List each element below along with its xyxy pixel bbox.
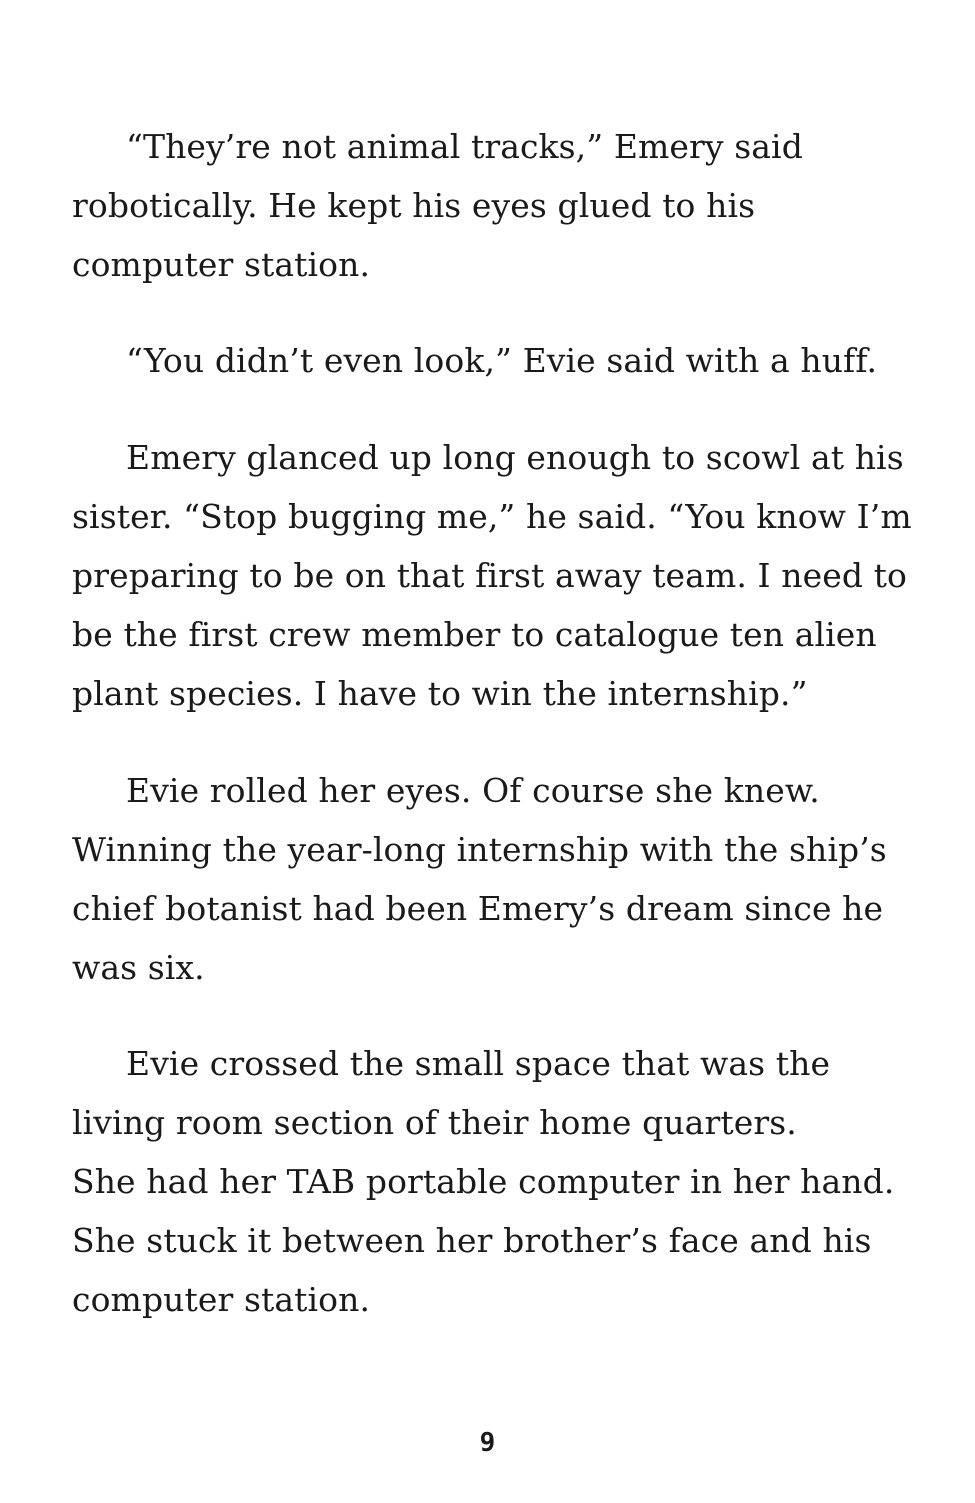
text-line: was six. <box>72 948 205 987</box>
paragraph-1 <box>72 117 902 294</box>
paragraph-2 <box>72 331 902 390</box>
text-line: living room section of their home quarters. <box>72 1103 797 1142</box>
text-line: She stuck it between her brother’s face and his <box>72 1221 872 1260</box>
text-line: plant species. I have to win the internship.” <box>72 674 808 713</box>
paragraph-3 <box>72 428 912 723</box>
paragraph-4 <box>72 761 902 997</box>
text-line: robotically. He kept his eyes glued to his <box>72 186 756 225</box>
text-line: be the first crew member to catalogue ten alien <box>72 615 877 654</box>
text-line: Winning the year-long internship with the ship’s <box>72 830 887 869</box>
paragraph-5 <box>72 1034 902 1329</box>
text-line: She had her TAB portable computer in her hand. <box>72 1162 895 1201</box>
text-line: sister. “Stop bugging me,” he said. “You know I’m <box>72 497 912 536</box>
text-line: computer station. <box>72 245 371 284</box>
text-line: Evie rolled her eyes. Of course she knew. <box>126 771 820 810</box>
page-number: 9 <box>479 1428 496 1458</box>
text-line: “They’re not animal tracks,” Emery said <box>126 127 803 166</box>
text-line: “You didn’t even look,” Evie said with a huff. <box>126 341 878 380</box>
text-line: Emery glanced up long enough to scowl at his <box>126 438 904 477</box>
text-line: Evie crossed the small space that was the <box>126 1044 831 1083</box>
text-line: computer station. <box>72 1280 371 1319</box>
text-line: chief botanist had been Emery’s dream since he <box>72 889 884 928</box>
text-line: preparing to be on that first away team. I need to <box>72 556 908 595</box>
